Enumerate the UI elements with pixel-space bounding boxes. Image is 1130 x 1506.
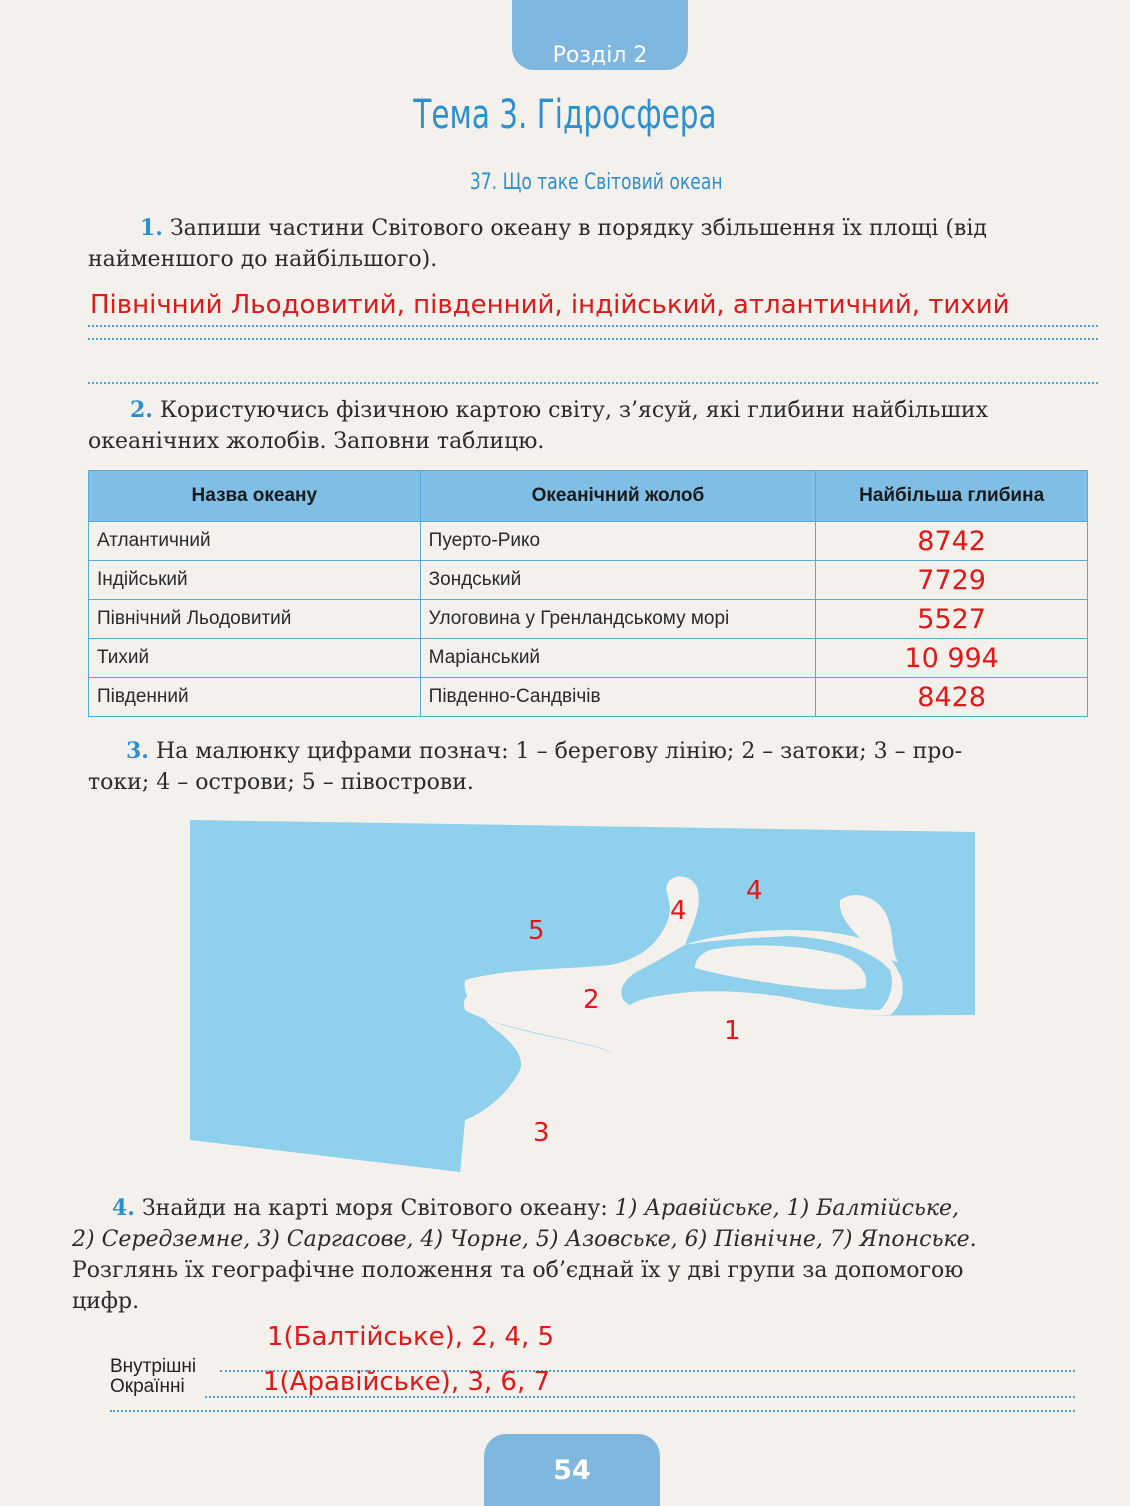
topic-title: Тема 3. Гідросфера <box>413 92 717 138</box>
page-number-tab <box>484 1434 660 1506</box>
depth-cell[interactable]: 7729 <box>816 561 1088 600</box>
header-ocean: Назва океану <box>89 471 421 522</box>
task1-answer-line-2[interactable] <box>88 338 1098 340</box>
task3-text <box>88 736 1098 798</box>
task4-line2-seas: 2) Середземне, 3) Саргасове, 4) Чорне, 5) Азовське, 6) Північне, 7) Японське. <box>72 1227 977 1252</box>
task1-line2: найменшого до найбільшого). <box>88 247 438 272</box>
trench-cell: Зондський <box>420 561 816 600</box>
ocean-cell: Тихий <box>89 639 421 678</box>
table-row <box>89 600 1088 639</box>
inner-seas-label: Внутрішні <box>110 1356 197 1377</box>
answer-extra-line[interactable] <box>110 1410 1075 1412</box>
map-label-island-2: 4 <box>746 876 763 906</box>
inner-seas-answer: 1(Балтійське), 2, 4, 5 <box>267 1322 555 1352</box>
task1-number: 1. <box>140 215 163 241</box>
header-depth: Найбільша глибина <box>816 471 1088 522</box>
ocean-cell: Атлантичний <box>89 522 421 561</box>
ocean-cell: Південний <box>89 678 421 717</box>
map-label-island-1: 4 <box>670 896 687 926</box>
map-label-bay: 2 <box>583 985 600 1015</box>
outer-seas-label: Окраїнні <box>110 1376 185 1397</box>
trench-cell: Південно-Сандвічів <box>420 678 816 717</box>
ocean-cell: Північний Льодовитий <box>89 600 421 639</box>
task3-line1: На малюнку цифрами познач: 1 – берегову лінію; 2 – затоки; 3 – про- <box>155 739 963 764</box>
task1-answer-line-3[interactable] <box>88 382 1098 384</box>
task2-text <box>88 395 1098 457</box>
task4-line4: цифр. <box>72 1289 140 1314</box>
page-number: 54 <box>553 1454 591 1486</box>
table-row <box>89 522 1088 561</box>
task3-line2: токи; 4 – острови; 5 – півострови. <box>88 770 474 795</box>
map-label-coastline: 1 <box>724 1016 741 1046</box>
table-row <box>89 561 1088 600</box>
table-row <box>89 678 1088 717</box>
task2-line2: океанічних жолобів. Заповни таблицю. <box>88 429 545 454</box>
task3-number: 3. <box>126 738 149 764</box>
depth-cell[interactable]: 5527 <box>816 600 1088 639</box>
depth-cell[interactable]: 8428 <box>816 678 1088 717</box>
task2-number: 2. <box>130 397 153 423</box>
section-label: Розділ 2 <box>552 43 648 68</box>
task4-text <box>72 1193 1092 1317</box>
trench-cell: Маріанський <box>420 639 816 678</box>
ocean-trench-table <box>88 470 1088 717</box>
map-label-peninsula: 5 <box>528 916 545 946</box>
task1-answer: Північний Льодовитий, південний, індійський, атлантичний, тихий <box>90 290 1010 320</box>
depth-cell[interactable]: 8742 <box>816 522 1088 561</box>
trench-cell: Пуерто-Рико <box>420 522 816 561</box>
task4-line1: Знайди на карті моря Світового океану: <box>141 1196 615 1221</box>
trench-cell: Улоговина у Гренландському морі <box>420 600 816 639</box>
task2-line1: Користуючись фізичною картою світу, з’ясуй, які глибини найбільших <box>159 398 988 423</box>
task1-line1: Запиши частини Світового океану в порядку збільшення їх площі (від <box>169 216 987 241</box>
table-header-row <box>89 471 1088 522</box>
depth-cell[interactable]: 10 994 <box>816 639 1088 678</box>
task4-line1-seas: 1) Аравійське, 1) Балтійське, <box>614 1196 960 1221</box>
section-tab <box>512 0 688 70</box>
lesson-title: 37. Що таке Світовий океан <box>469 170 723 195</box>
ocean-cell: Індійський <box>89 561 421 600</box>
map-label-strait: 3 <box>533 1118 550 1148</box>
header-trench: Океанічний жолоб <box>420 471 816 522</box>
task4-line3: Розглянь їх географічне положення та об’єднай їх у дві групи за допомогою <box>72 1258 964 1283</box>
table-row <box>89 639 1088 678</box>
outer-seas-answer: 1(Аравійське), 3, 6, 7 <box>263 1367 551 1397</box>
task1-text <box>88 213 1098 275</box>
task1-answer-line[interactable] <box>88 325 1098 327</box>
task4-number: 4. <box>112 1195 135 1221</box>
